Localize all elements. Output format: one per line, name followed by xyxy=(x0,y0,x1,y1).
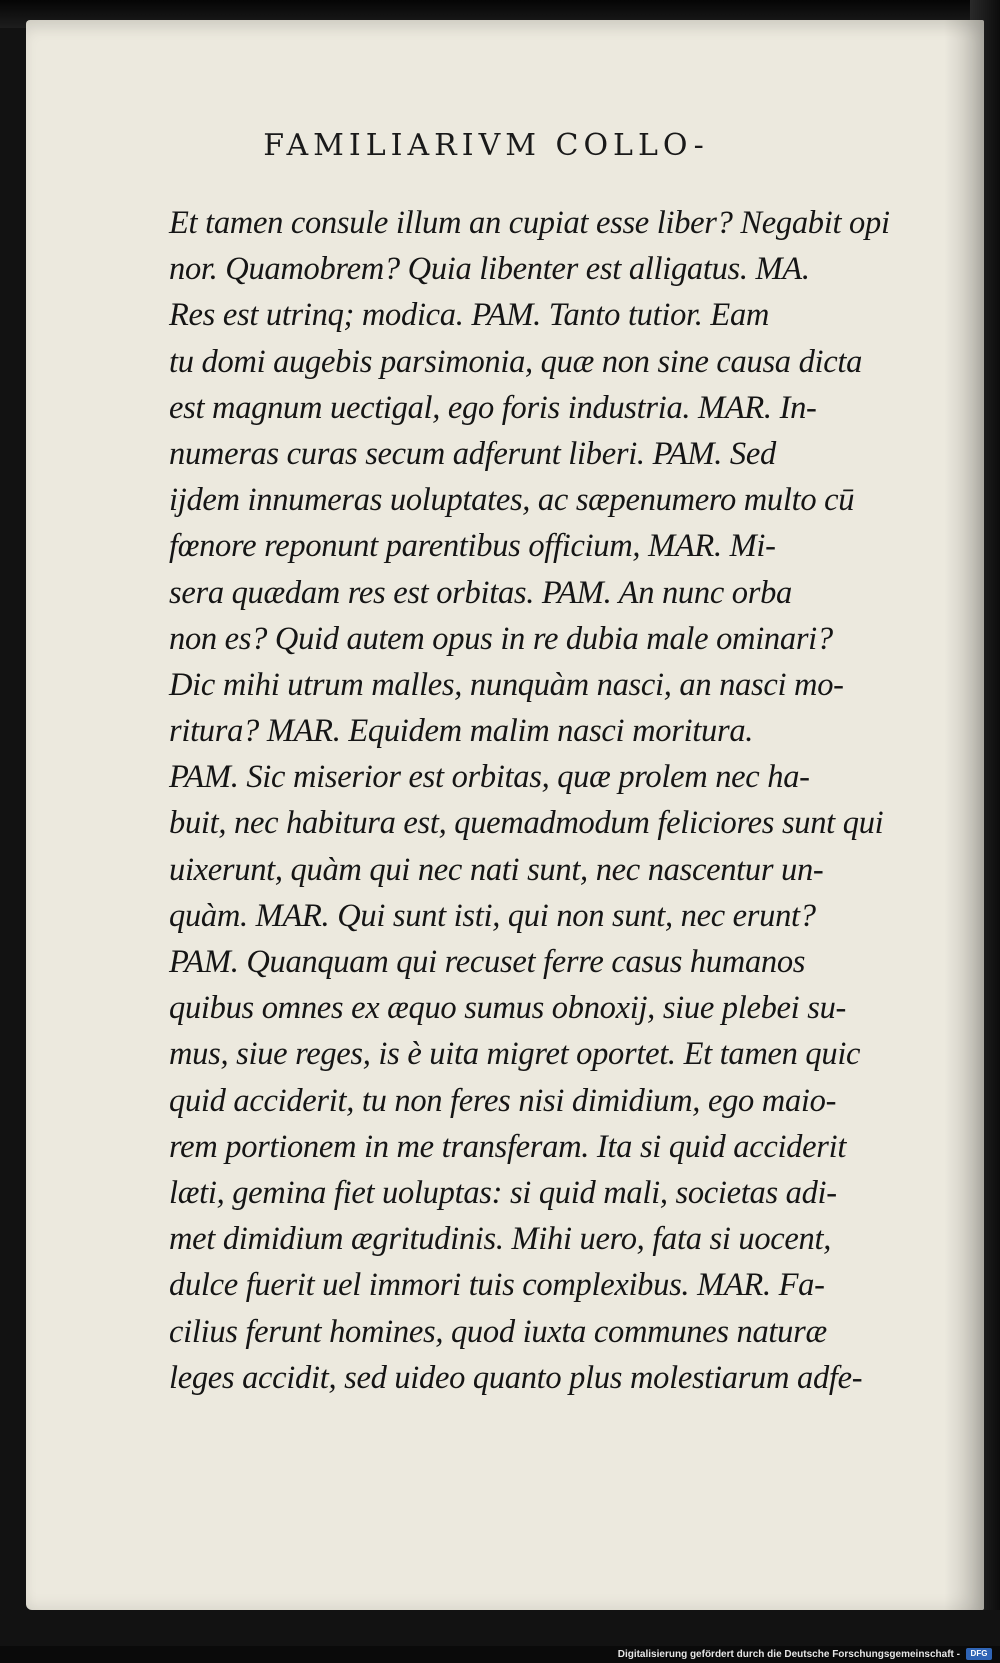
text-line: tu domi augebis parsimonia, quæ non sine causa dicta xyxy=(169,343,863,380)
text-line: læti, gemina fiet uoluptas: si quid mali, societas adi- xyxy=(169,1174,837,1211)
text-line: Dic mihi utrum malles, nunquàm nasci, an nasci mo- xyxy=(169,666,844,703)
digitization-credit: Digitalisierung gefördert durch die Deutsche Forschungsgemeinschaft - xyxy=(617,1649,960,1660)
text-line: sera quædam res est orbitas. PAM. An nunc orba xyxy=(169,574,792,611)
text-line: PAM. Sic miserior est orbitas, quæ prolem nec ha- xyxy=(169,759,810,796)
text-line: ijdem innumeras uoluptates, ac sæpenumero multo cū xyxy=(169,482,855,519)
text-line: met dimidium ægritudinis. Mihi uero, fata si uocent, xyxy=(169,1221,832,1258)
dfg-logo-icon: DFG xyxy=(966,1648,992,1660)
text-line: leges accidit, sed uideo quanto plus molestiarum adfe- xyxy=(169,1359,863,1396)
text-line: nor. Quamobrem? Quia libenter est alligatus. MA. xyxy=(169,251,810,288)
text-line: uixerunt, quàm qui nec nati sunt, nec nascentur un- xyxy=(169,851,824,888)
text-line: quàm. MAR. Qui sunt isti, qui non sunt, nec erunt? xyxy=(169,897,816,934)
text-line: ritura? MAR. Equidem malim nasci moritura. xyxy=(169,713,754,750)
text-line: cilius ferunt homines, quod iuxta communes naturæ xyxy=(169,1313,827,1350)
text-line: quid acciderit, tu non feres nisi dimidium, ego maio- xyxy=(169,1082,837,1119)
text-line: dulce fuerit uel immori tuis complexibus. MAR. Fa- xyxy=(169,1267,825,1304)
text-line: est magnum uectigal, ego foris industria. MAR. In- xyxy=(169,389,817,426)
text-line: mus, siue reges, is è uita migret oportet. Et tamen quic xyxy=(169,1036,861,1073)
text-line: Et tamen consule illum an cupiat esse liber? Negabit opi xyxy=(169,205,890,241)
text-block xyxy=(169,200,909,1401)
text-line: quibus omnes ex æquo sumus obnoxij, siue plebei su- xyxy=(169,990,847,1027)
text-line: Res est utrinq; modica. PAM. Tanto tutior. Eam xyxy=(169,297,770,334)
text-line: non es? Quid autem opus in re dubia male ominari? xyxy=(169,620,833,657)
page-gutter-shadow xyxy=(944,20,984,1610)
running-head: FAMILIARIVM COLLO- xyxy=(263,128,709,163)
text-line: rem portionem in me transferam. Ita si quid acciderit xyxy=(169,1128,847,1165)
text-line: numeras curas secum adferunt liberi. PAM. Sed xyxy=(169,435,776,472)
book-page xyxy=(26,20,984,1610)
text-line: buit, nec habitura est, quemadmodum feliciores sunt qui xyxy=(169,805,884,842)
text-line: PAM. Quanquam qui recuset ferre casus humanos xyxy=(169,944,806,980)
text-line: fœnore reponunt parentibus officium, MAR. Mi- xyxy=(169,528,776,565)
